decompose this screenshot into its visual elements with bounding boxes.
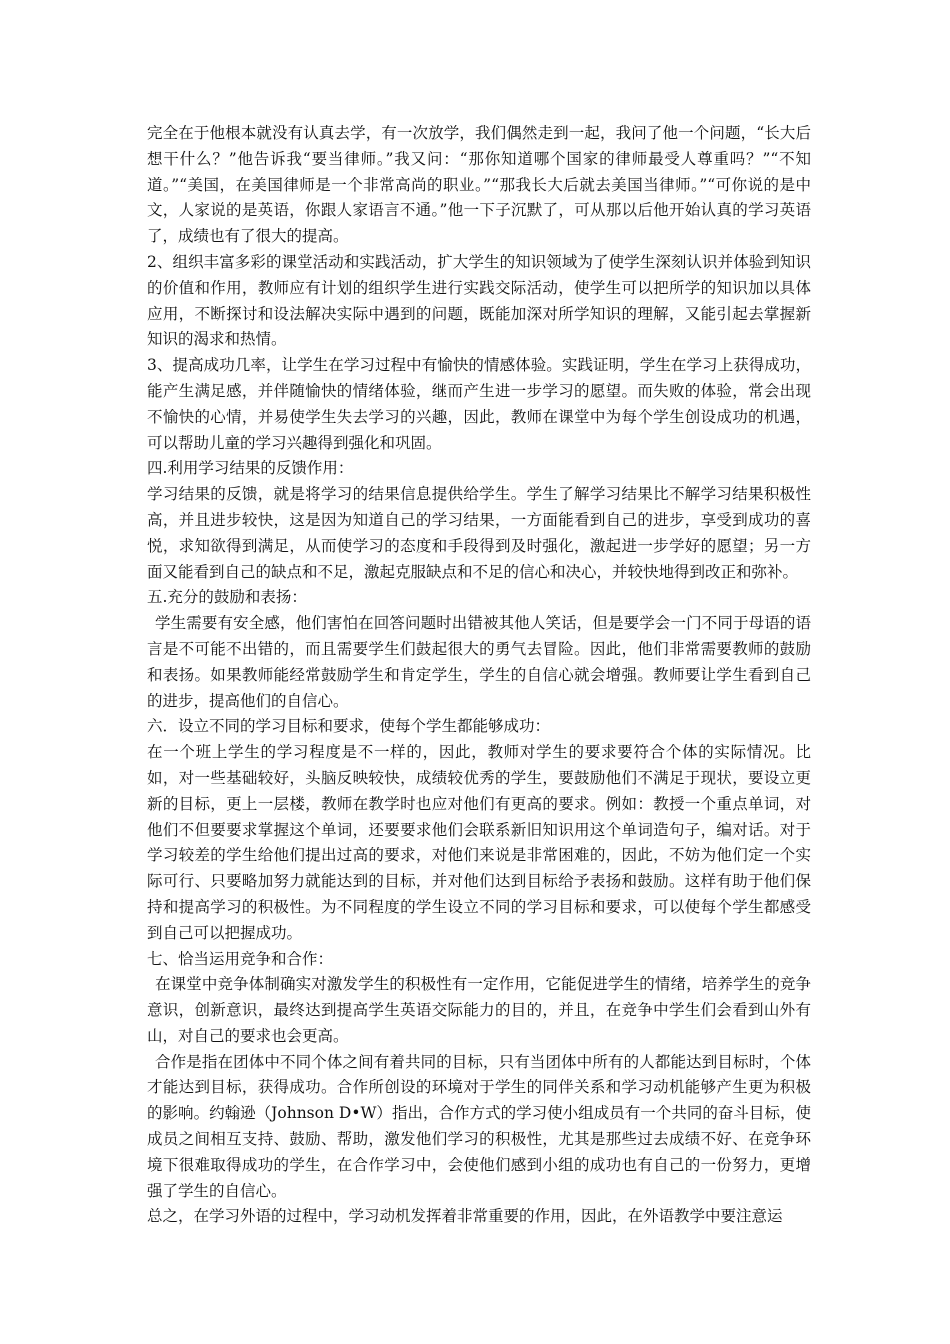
heading-section-5: 五.充分的鼓励和表扬：: [147, 588, 307, 607]
paragraph-cooperation: 合作是指在团体中不同个体之间有着共同的目标，只有当团体中所有的人都能达到目标时，个体才能达到目标，获得成功。合作所创设的环境对于学生的同伴关系和学习动机能够产生更为积极的影响。约翰逊（Johnson D•W）指出，合作方式的学习使小组成员有一个共同的奋斗目标，使成员之间相互支持、鼓励、帮助，激发他们学习的积极性，尤其是那些过去成绩不好、在竞争环境下很难取得成功的学生，在合作学习中，会使他们感到小组的成功也有自己的一份努力，更增强了学生的自信心。: [147, 1052, 811, 1200]
paragraph-point-3: 3、提高成功几率，让学生在学习过程中有愉快的情感体验。实践证明，学生在学习上获得成功，能产生满足感，并伴随愉快的情绪体验，继而产生进一步学习的愿望。而失败的体验，常会出现不愉快的心情，并易使学生失去学习的兴趣，因此，教师在课堂中为每个学生创设成功的机遇，可以帮助儿童的学习兴趣得到强化和巩固。: [147, 356, 811, 452]
paragraph-competition: 在课堂中竞争体制确实对激发学生的积极性有一定作用，它能促进学生的情绪，培养学生的竞争意识，创新意识，最终达到提高学生英语交际能力的目的，并且，在竞争中学生们会看到山外有山，对自己的要求也会更高。: [147, 975, 811, 1045]
paragraph-anecdote: 完全在于他根本就没有认真去学，有一次放学，我们偶然走到一起，我问了他一个问题，“长大后想干什么？”他告诉我“要当律师。”我又问：“那你知道哪个国家的律师最受人尊重吗？”“不知道。”“美国，在美国律师是一个非常高尚的职业。”“那我长大后就去美国当律师。”“可你说的是中文，人家说的是英语，你跟人家语言不通。”他一下子沉默了，可从那以后他开始认真的学习英语了，成绩也有了很大的提高。: [147, 124, 811, 246]
heading-section-7: 七、恰当运用竞争和合作：: [147, 949, 334, 968]
document-page: [147, 121, 811, 1230]
heading-section-6: 六．设立不同的学习目标和要求，使每个学生都能够成功：: [147, 717, 551, 736]
paragraph-section-4: 学习结果的反馈，就是将学习的结果信息提供给学生。学生了解学习结果比不解学习结果积极性高，并且进步较快，这是因为知道自己的学习结果，一方面能看到自己的进步，享受到成功的喜悦，求知欲得到满足，从而使学习的态度和手段得到及时强化，激起进一步学好的愿望；另一方面又能看到自己的缺点和不足，激起克服缺点和不足的信心和决心，并较快地得到改正和弥补。: [147, 485, 811, 581]
paragraph-section-6: 在一个班上学生的学习程度是不一样的，因此，教师对学生的要求要符合个体的实际情况。比如，对一些基础较好，头脑反映较快，成绩较优秀的学生，要鼓励他们不满足于现状，要设立更新的目标，更上一层楼，教师在教学时也应对他们有更高的要求。例如：教授一个重点单词，对他们不但要要求掌握这个单词，还要要求他们会联系新旧知识用这个单词造句子，编对话。对于学习较差的学生给他们提出过高的要求，对他们来说是非常困难的，因此，不妨为他们定一个实际可行、只要略加努力就能达到的目标，并对他们达到目标给予表扬和鼓励。这样有助于他们保持和提高学习的积极性。为不同程度的学生设立不同的学习目标和要求，可以使每个学生都感受到自己可以把握成功。: [147, 743, 811, 942]
heading-section-4: 四.利用学习结果的反馈作用：: [147, 459, 354, 478]
paragraph-section-5: 学生需要有安全感，他们害怕在回答问题时出错被其他人笑话，但是要学会一门不同于母语的语言是不可能不出错的，而且需要学生们鼓起很大的勇气去冒险。因此，他们非常需要教师的鼓励和表扬。如果教师能经常鼓励学生和肯定学生，学生的自信心就会增强。教师要让学生看到自己的进步，提高他们的自信心。: [147, 614, 811, 710]
paragraph-conclusion: 总之，在学习外语的过程中，学习动机发挥着非常重要的作用，因此，在外语教学中要注意运: [147, 1207, 783, 1226]
paragraph-point-2: 2、组织丰富多彩的课堂活动和实践活动，扩大学生的知识领域为了使学生深刻认识并体验到知识的价值和作用，教师应有计划的组织学生进行实践交际活动，使学生可以把所学的知识加以具体应用，不断探讨和设法解决实际中遇到的问题，既能加深对所学知识的理解，又能引起去掌握新知识的渴求和热情。: [147, 252, 811, 349]
